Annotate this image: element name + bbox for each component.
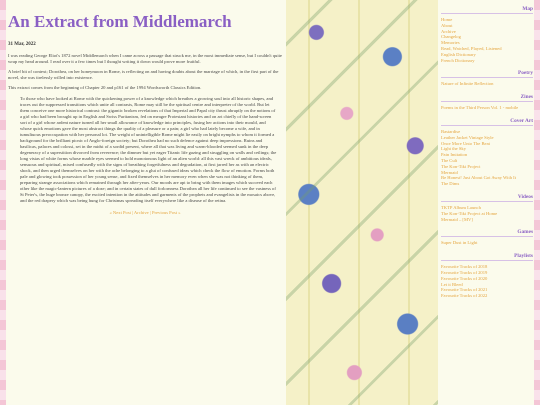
sidebar-link[interactable]: French Dictionary bbox=[441, 57, 475, 63]
next-post-link[interactable]: « Next Post bbox=[109, 210, 131, 215]
sidebar-link[interactable]: Leather Jacket Vintage Style bbox=[441, 134, 494, 140]
post-title: An Extract from Middlemarch bbox=[8, 12, 232, 31]
widget-poetry bbox=[441, 70, 533, 87]
post-navigation bbox=[8, 210, 282, 215]
widget-title-zines: Zines bbox=[441, 94, 533, 102]
nav-separator: | bbox=[132, 210, 133, 215]
sidebar-link[interactable]: Favourite Tracks of 2020 bbox=[441, 275, 488, 281]
sidebar-link[interactable]: Pain Imitation bbox=[441, 152, 468, 158]
widget-playlists bbox=[441, 253, 533, 299]
left-decorative-border bbox=[0, 0, 6, 405]
widget-title-playlists: Playlists bbox=[441, 253, 533, 261]
sidebar-link[interactable]: Favourite Tracks of 2019 bbox=[441, 269, 488, 275]
sidebar-link[interactable]: Home bbox=[441, 17, 453, 22]
widget-videos bbox=[441, 194, 533, 222]
sidebar-link[interactable]: Memories bbox=[441, 40, 460, 46]
post-date: 31 Mar, 2022 bbox=[8, 42, 36, 47]
sidebar-link[interactable]: The Kon-Tiki Project bbox=[441, 163, 481, 169]
sidebar-link[interactable]: Read, Watched, Played, Listened bbox=[441, 45, 502, 51]
widget-title-cover-art: Cover Art bbox=[441, 118, 533, 126]
sidebar-link[interactable]: Changelog bbox=[441, 34, 461, 40]
sidebar-link[interactable]: The Cult bbox=[441, 157, 458, 163]
sidebar-link[interactable]: The Kon-Tiki Project at Home bbox=[441, 210, 498, 216]
sidebar-link[interactable]: Mermaid bbox=[441, 169, 458, 175]
sidebar-link[interactable]: Favourite Tracks of 2022 bbox=[441, 293, 488, 299]
block-quote: To those who have looked at Rome with the quickening power of a knowledge which breathes a growing soul into all historic shapes, and traces out the suppressed transitions which unite all contrasts, Rome may still be the spiritual centre and interpreter of the world. But let them conceive one more historical contrast: the gigantic broken revelations of that Imperial and Papal city thrust abruptly on the notions of a girl who had been brought up in English and Swiss Puritanism, fed on meagre Protestant histories and on art chiefly of the hand-screen sort of a girl whose ardent nature turned all her small allowance of knowledge into principles, fusing her actions into their mould, and whose quick emotions gave the most abstract things the quality of a pleasure or a pain; a girl who had lately become a wife, and in tumultuous preoccupation with her personal lot. The weight of unintelligible Rome might lie easily on bright nymphs to whom it formed a background for the brilliant picnic of Anglo-foreign society; but Dorothea had no such defence against deep impressions. Ruins and basilicas, palaces and colossi, set in the midst of a sordid present, where all that was living and warm-blooded seemed sunk in the deep degeneracy of a superstition divorced from reverence; the dimmer but yet eager Titanic life gazing and struggling on walls and ceilings; the long vistas of white forms whose marble eyes seemed to hold monotonous light of an alien world: all this vast wreck of ambitious ideals, sensuous and spiritual, mixed confusedly with the signs of breathing forgetfulness and degradation, at first jarred her as with an electric shock, and then urged themselves on her with the ache belonging to a glut of confused ideas which check the flow of emotion. Forms both pale and glowing took possession of her young sense, and fixed themselves in her memory even when she was not thinking of them, preparing strange associations which remained through her after-years. Our moods are apt to bring with them images which succeed each other like the magic-lantern pictures of a doze; and in certain states of dull forlornness Dorothea all her life continued to see the vastness of St Peter's, the huge bronze canopy, the excited intention in the attitudes and garments of the prophets and evangelists in the mosaics above, and the red drapery which was being hung for Christmas spreading itself everywhere like a disease of the retina. bbox=[20, 96, 277, 203]
sidebar-link[interactable]: Be Honest! Just About Got Away With It bbox=[441, 175, 516, 181]
vine-pattern-overlay bbox=[286, 0, 438, 405]
sidebar-link[interactable]: Favourite Tracks of 2021 bbox=[441, 287, 488, 293]
sidebar-link[interactable]: Mermaid – [MV] bbox=[441, 216, 473, 222]
sidebar-link[interactable]: Nature of Infinite Reflection bbox=[441, 81, 494, 87]
widget-title-games: Games bbox=[441, 229, 533, 237]
intro-paragraph: I was reading George Eliot's 1872 novel Middlemarch when I came across a passage that struck me, in the most immediate sense, but I couldn't quite wrap my head around. I read over it a few times but I thought writing it down would prove more fruitful. bbox=[8, 53, 282, 64]
sidebar bbox=[441, 6, 533, 306]
widget-map bbox=[441, 6, 533, 63]
widget-cover-art bbox=[441, 118, 533, 187]
sidebar-link[interactable]: Archive bbox=[441, 28, 456, 34]
sidebar-link[interactable]: The Dims bbox=[441, 181, 460, 187]
sidebar-link[interactable]: Super Dust in Light bbox=[441, 240, 478, 246]
sidebar-link[interactable]: Light the Sky bbox=[441, 146, 467, 152]
sidebar-link[interactable]: Favourite Tracks of 2018 bbox=[441, 264, 488, 270]
context-paragraph: A brief bit of context; Dorothea, on her honeymoon in Rome, is reflecting on and having doubts about the marriage of which, in the first part of the novel, she was tirelessly willed into existence. bbox=[8, 69, 279, 80]
nav-separator: | bbox=[149, 210, 151, 215]
sidebar-link[interactable]: TKTP Album Launch bbox=[441, 204, 481, 210]
sidebar-link[interactable]: English Dictionary bbox=[441, 51, 476, 57]
archive-link[interactable]: Archive bbox=[133, 210, 149, 215]
widget-title-videos: Videos bbox=[441, 194, 533, 202]
source-paragraph: This extract comes from the beginning of Chapter 20 and p161 of the 1994 Wordsworth Classics Edition. bbox=[8, 85, 202, 90]
widget-title-poetry: Poetry bbox=[441, 70, 533, 78]
widget-games bbox=[441, 229, 533, 246]
sidebar-link[interactable]: About bbox=[441, 22, 453, 28]
previous-post-link[interactable]: Previous Post » bbox=[151, 210, 181, 215]
sidebar-link[interactable]: Poems in the Third Person Vol. 1 - mobile bbox=[441, 105, 519, 111]
main-content bbox=[8, 6, 282, 215]
sidebar-link[interactable]: Bastardise bbox=[441, 128, 461, 134]
widget-zines bbox=[441, 94, 533, 111]
right-decorative-border bbox=[534, 0, 540, 405]
sidebar-link[interactable]: Let it Bleed bbox=[441, 281, 463, 287]
sidebar-link[interactable]: Once More Unto The Beat bbox=[441, 140, 490, 146]
widget-title-map: Map bbox=[441, 6, 533, 14]
